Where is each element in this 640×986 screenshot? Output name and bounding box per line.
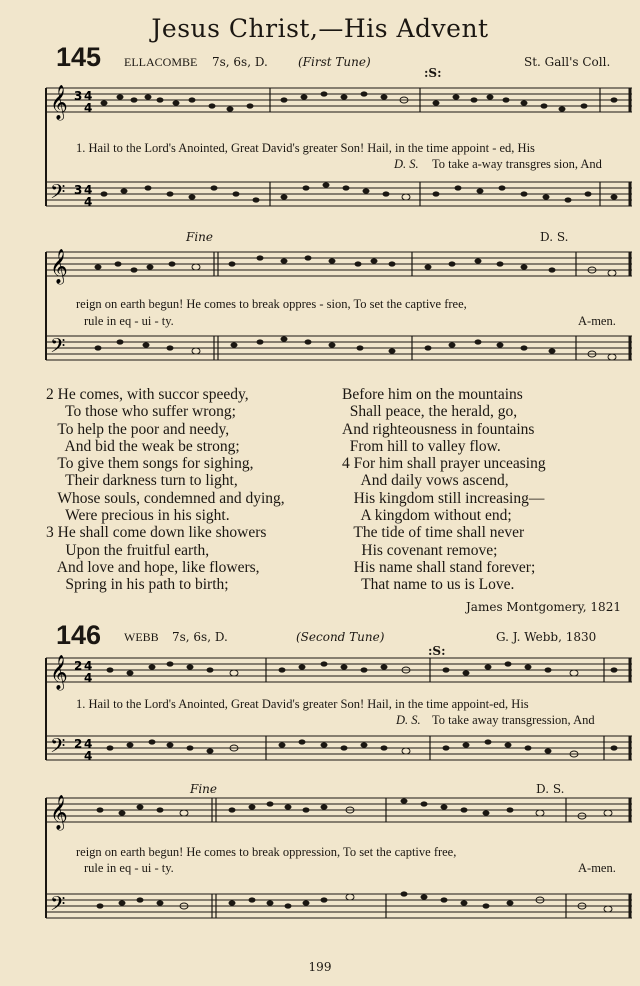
segno-mark: :S: [428,644,446,658]
verses-right-column: Before him on the mountains Shall peace, the herald, go, And righteousness in fountains From hill to valley flow. 4 For him shall prayer unceasing And daily vows ascend, His kingdom still increasing— A kingdom without end; The tide of time shall never His covenant remove; His name shall stand forever; That name to us is Love. [342,386,546,594]
page-number: 199 [308,960,332,974]
lyric-line: rule in eq - ui - ty. [84,861,174,875]
segno-mark: :S: [424,66,442,80]
music-system [0,76,640,236]
treble-clef-icon: 𝄞 [50,85,68,120]
ds-mark: D. S. [394,157,419,171]
svg-text:4: 4 [84,195,93,209]
svg-text:4: 4 [84,659,93,673]
svg-text:4: 4 [84,89,93,103]
hymn-number: 146 [56,620,102,650]
lyric-line: 1. Hail to the Lord's Anointed, Great David's greater Son! Hail, in the time appoint-ed, His [76,697,529,711]
bass-clef-icon: 𝄢 [50,892,66,920]
meter: 7s, 6s, D. [212,55,268,69]
lyric-line: 1. Hail to the Lord's Anointed, Great David's greater Son! Hail, in the time appoint - ed, His [76,141,535,155]
treble-staff [46,798,632,822]
bass-clef-icon: 𝄢 [50,734,66,762]
tune-name: ELLACOMBE [124,55,198,69]
tune-source: St. Gall's Coll. [524,55,611,69]
svg-text:4: 4 [84,101,93,115]
author: James Montgomery, 1821 [466,600,621,614]
verses-left-column: 2 He comes, with succor speedy, To those who suffer wrong; To help the poor and needy, And bid the weak be strong; To give them songs for sighing, Their darkness turn to light, Whose souls, condemned and dying, Were precious in his sight. 3 He shall come down like showers Upon the fruitful earth, And love and hope, like flowers, Spring in his path to birth; [46,386,285,594]
bass-staff [46,182,632,206]
tune-name: WEBB [124,630,159,644]
amen-lyric: A-men. [578,314,616,328]
svg-text:4: 4 [84,737,93,751]
bass-staff [46,736,632,760]
treble-clef-icon: 𝄞 [50,249,68,284]
tune-note: (First Tune) [298,55,371,69]
bass-clef-icon: 𝄢 [50,334,66,362]
page-title: Jesus Christ,—His Advent [151,14,489,43]
lyric-line: reign on earth begun! He comes to break oppres - sion, To set the captive free, [76,297,467,311]
fine-mark: Fine [186,230,213,244]
lyric-line: reign on earth begun! He comes to break oppression, To set the captive free, [76,845,457,859]
svg-text:2: 2 [74,737,83,751]
treble-clef-icon: 𝄞 [50,795,68,830]
svg-text:4: 4 [84,671,93,685]
lyric-line: To take away transgression, And [432,713,595,727]
bass-staff [46,894,632,918]
ds-mark: D. S. [540,230,569,244]
hymn-number: 145 [56,42,102,72]
svg-text:3: 3 [74,89,83,103]
ds-mark: D. S. [396,713,421,727]
svg-text:2: 2 [74,659,83,673]
lyric-line: rule in eq - ui - ty. [84,314,174,328]
fine-mark: Fine [190,782,217,796]
bass-staff [46,336,632,360]
svg-text:4: 4 [84,183,93,197]
treble-clef-icon: 𝄞 [50,655,68,690]
meter: 7s, 6s, D. [172,630,228,644]
svg-text:4: 4 [84,749,93,763]
tune-note: (Second Tune) [296,630,385,644]
amen-lyric: A-men. [578,861,616,875]
treble-staff [46,658,632,682]
lyric-line: To take a-way transgres sion, And [432,157,602,171]
tune-composer: G. J. Webb, 1830 [496,630,597,644]
bass-clef-icon: 𝄢 [50,180,66,208]
ds-mark: D. S. [536,782,565,796]
svg-text:3: 3 [74,183,83,197]
